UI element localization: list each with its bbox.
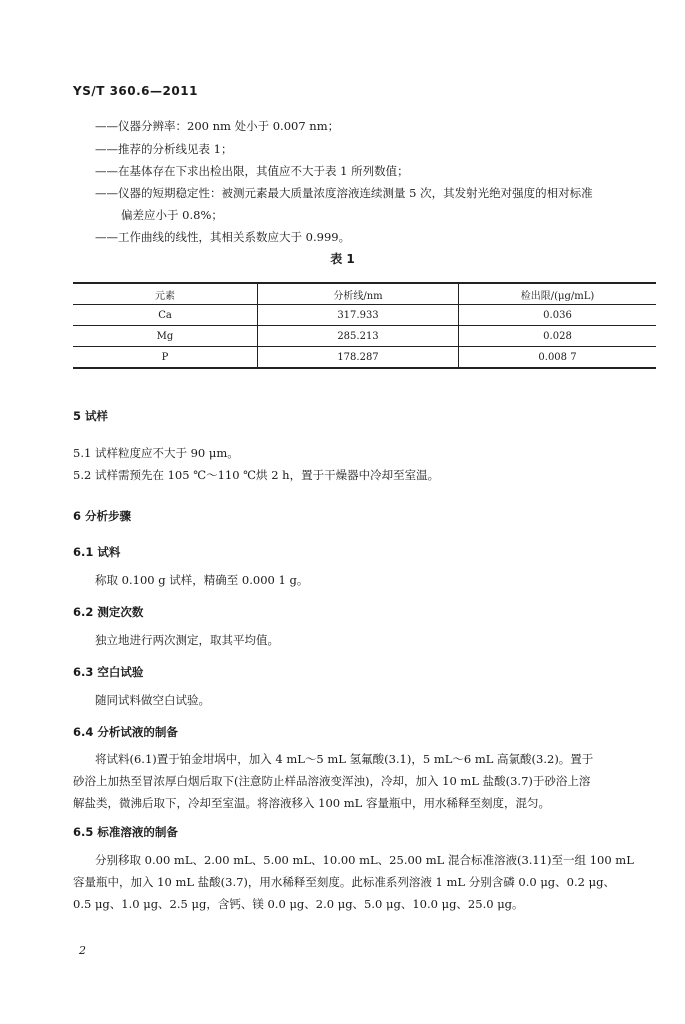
- table-cell: 0.036: [459, 305, 657, 326]
- bullet-analysis-line: ——推荐的分析线见表 1；: [95, 142, 233, 156]
- clause-6-4-heading: 6.4 分析试液的制备: [73, 725, 178, 739]
- table-cell: 317.933: [258, 305, 459, 326]
- clause-5-2: 5.2 试样需预先在 105 ℃～110 ℃烘 2 h，置于干燥器中冷却至室温。: [73, 468, 440, 482]
- analysis-line-table: [73, 282, 656, 369]
- clause-6-1-heading: 6.1 试料: [73, 545, 121, 559]
- section-6-heading: 6 分析步骤: [73, 509, 132, 523]
- clause-6-1-text: 称取 0.100 g 试样，精确至 0.000 1 g。: [95, 573, 309, 587]
- table-cell: 0.008 7: [459, 347, 657, 369]
- clause-6-4-line-3: 解盐类，微沸后取下，冷却至室温。将溶液移入 100 mL 容量瓶中，用水稀释至刻度，混匀。: [73, 796, 550, 810]
- clause-6-5-line-3: 0.5 μg、1.0 μg、2.5 μg，含钙、镁 0.0 μg、2.0 μg、5.0 μg、10.0 μg、25.0 μg。: [73, 897, 524, 911]
- clause-6-4-line-2: 砂浴上加热至冒浓厚白烟后取下(注意防止样品溶液变浑浊)，冷却，加入 10 mL 盐酸(3.7)于砂浴上溶: [73, 774, 591, 788]
- bullet-linearity: ——工作曲线的线性，其相关系数应大于 0.999。: [95, 230, 351, 244]
- clause-6-5-heading: 6.5 标准溶液的制备: [73, 825, 178, 839]
- table-cell: 285.213: [258, 326, 459, 347]
- bullet-resolution: ——仪器分辨率：200 nm 处小于 0.007 nm；: [95, 119, 340, 133]
- page-number: 2: [79, 944, 86, 957]
- table-header-row: [73, 283, 656, 305]
- table-cell: 178.287: [258, 347, 459, 369]
- table-row: [73, 305, 656, 326]
- table-cell: Mg: [73, 326, 258, 347]
- table-title: 表 1: [330, 252, 355, 266]
- clause-6-5-line-1: 分别移取 0.00 mL、2.00 mL、5.00 mL、10.00 mL、25.00 mL 混合标准溶液(3.11)至一组 100 mL: [95, 853, 634, 867]
- table-cell: 0.028: [459, 326, 657, 347]
- clause-6-3-text: 随同试料做空白试验。: [95, 693, 210, 707]
- clause-5-1: 5.1 试样粒度应不大于 90 μm。: [73, 446, 239, 460]
- clause-6-2-text: 独立地进行两次测定，取其平均值。: [95, 633, 279, 647]
- bullet-stability: ——仪器的短期稳定性：被测元素最大质量浓度溶液连续测量 5 次，其发射光绝对强度的相对标准: [95, 186, 593, 200]
- table-row: [73, 326, 656, 347]
- table-header-detection-limit: 检出限/(μg/mL): [459, 283, 657, 305]
- table-row: [73, 347, 656, 369]
- section-5-heading: 5 试样: [73, 409, 109, 423]
- table-header-wavelength: 分析线/nm: [258, 283, 459, 305]
- bullet-stability-cont: 偏差应小于 0.8%；: [121, 208, 223, 222]
- clause-6-2-heading: 6.2 测定次数: [73, 605, 144, 619]
- clause-6-5-line-2: 容量瓶中，加入 10 mL 盐酸(3.7)，用水稀释至刻度。此标准系列溶液 1 mL 分别含磷 0.0 μg、0.2 μg、: [73, 875, 615, 889]
- standard-number-header: YS/T 360.6—2011: [73, 84, 198, 98]
- bullet-detection-limit: ——在基体存在下求出检出限，其值应不大于表 1 所列数值；: [95, 164, 409, 178]
- clause-6-3-heading: 6.3 空白试验: [73, 665, 144, 679]
- table-cell: P: [73, 347, 258, 369]
- clause-6-4-line-1: 将试料(6.1)置于铂金坩埚中，加入 4 mL～5 mL 氢氟酸(3.1)，5 mL～6 mL 高氯酸(3.2)。置于: [95, 752, 594, 766]
- table-cell: Ca: [73, 305, 258, 326]
- table-header-element: 元素: [73, 283, 258, 305]
